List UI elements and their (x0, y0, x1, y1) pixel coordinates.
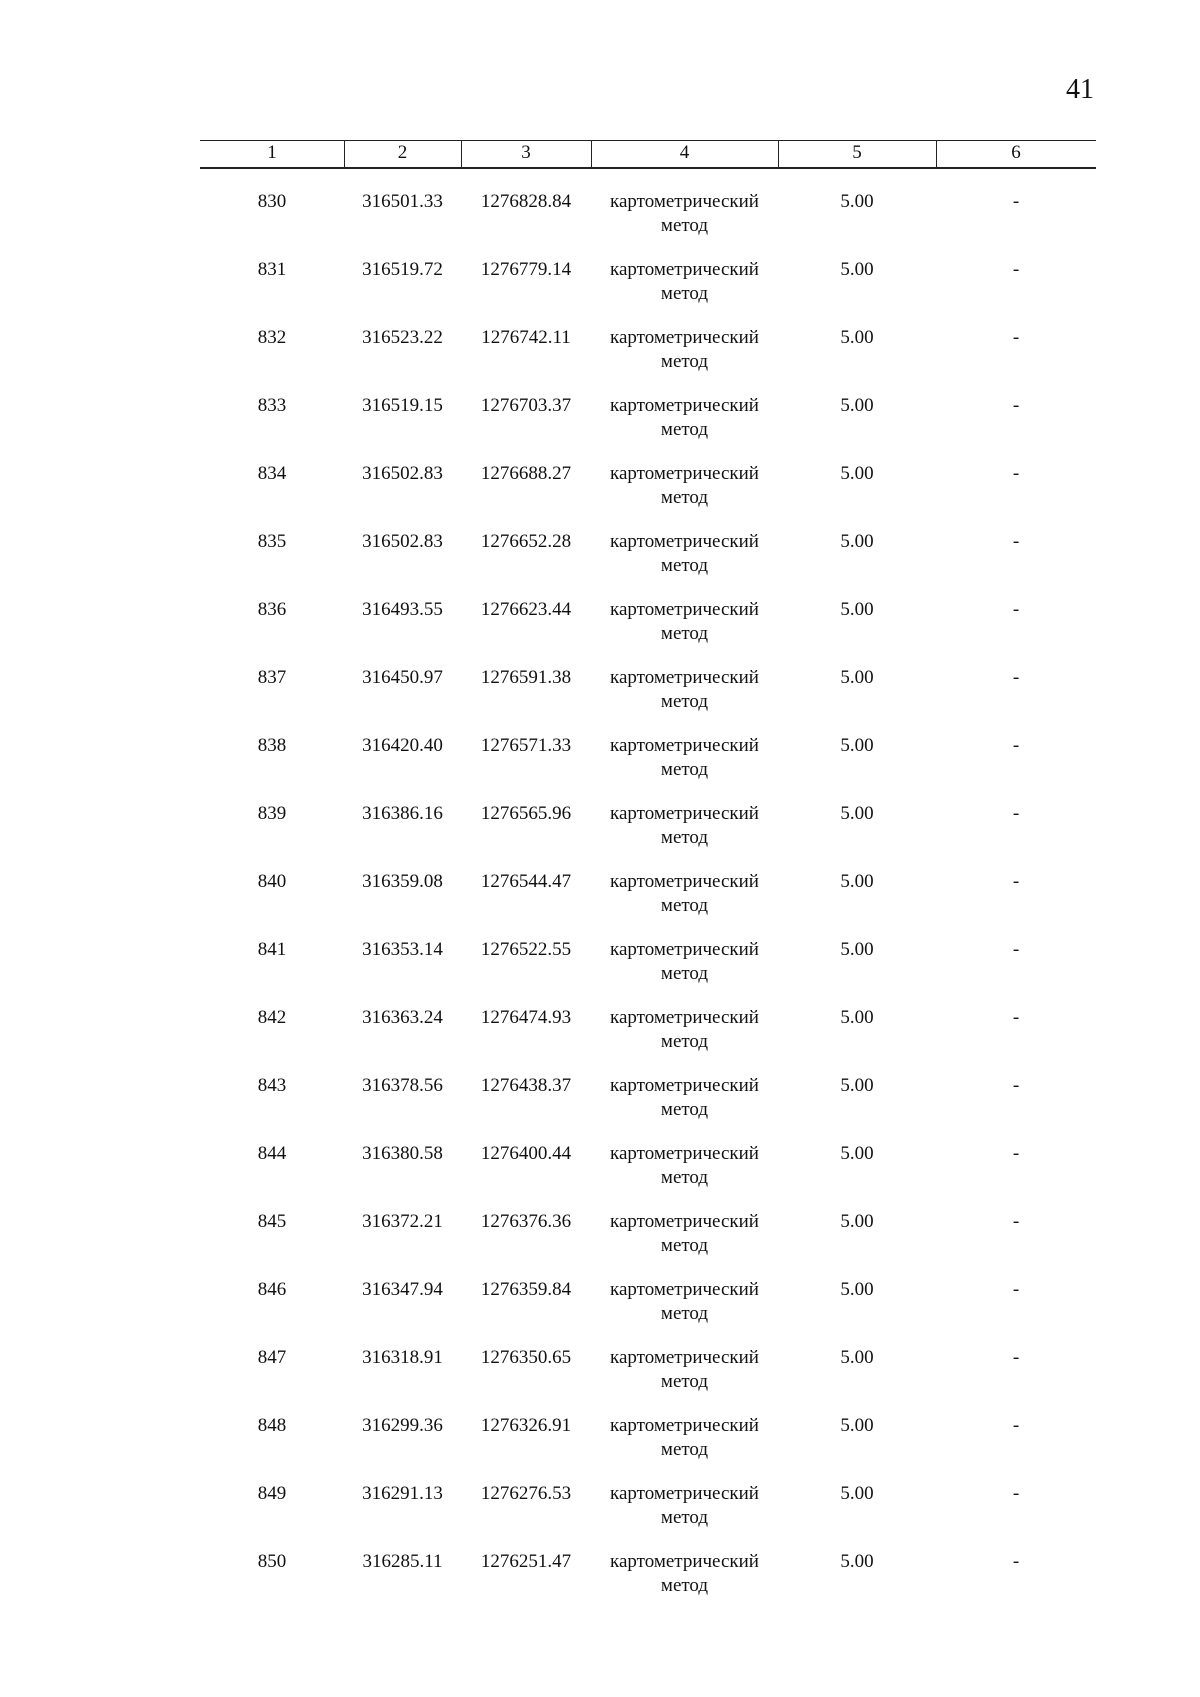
header-col-3: 3 (521, 142, 531, 163)
method-line-2: метод (660, 1575, 709, 1596)
header-divider (461, 141, 462, 167)
method-line-2: метод (660, 759, 709, 780)
note-cell: - (1012, 395, 1020, 416)
x-coordinate-cell: 316353.14 (362, 939, 443, 960)
header-divider (936, 141, 937, 167)
method-line-1: картометрический (610, 1551, 759, 1572)
note-cell: - (1012, 1007, 1020, 1028)
method-cell (591, 1074, 778, 1122)
accuracy-cell: 5.00 (840, 327, 874, 348)
x-coordinate-cell: 316450.97 (362, 667, 443, 688)
method-line-2: метод (660, 351, 709, 372)
accuracy-cell: 5.00 (840, 395, 874, 416)
method-line-2: метод (660, 1303, 709, 1324)
method-line-1: картометрический (610, 667, 759, 688)
y-coordinate-cell: 1276251.47 (480, 1551, 572, 1572)
point-number-cell: 830 (257, 191, 287, 212)
point-number-cell: 846 (257, 1279, 287, 1300)
accuracy-cell: 5.00 (840, 735, 874, 756)
point-number-cell: 849 (257, 1483, 287, 1504)
x-coordinate-cell: 316501.33 (362, 191, 443, 212)
point-number-cell: 845 (257, 1211, 287, 1232)
method-line-1: картометрический (610, 395, 759, 416)
y-coordinate-cell: 1276571.33 (480, 735, 572, 756)
point-number-cell: 847 (257, 1347, 287, 1368)
method-line-2: метод (660, 827, 709, 848)
method-cell (591, 1346, 778, 1394)
accuracy-cell: 5.00 (840, 1211, 874, 1232)
header-col-5: 5 (852, 142, 862, 163)
header-divider (591, 141, 592, 167)
x-coordinate-cell: 316359.08 (362, 871, 443, 892)
method-cell (591, 1142, 778, 1190)
note-cell: - (1012, 191, 1020, 212)
accuracy-cell: 5.00 (840, 667, 874, 688)
header-col-2: 2 (397, 142, 408, 163)
method-cell (591, 1006, 778, 1054)
table-body (200, 190, 1096, 1618)
method-line-2: метод (660, 1371, 709, 1392)
method-line-1: картометрический (610, 463, 759, 484)
y-coordinate-cell: 1276350.65 (480, 1347, 572, 1368)
x-coordinate-cell: 316493.55 (362, 599, 443, 620)
point-number-cell: 839 (257, 803, 287, 824)
method-line-2: метод (660, 1235, 709, 1256)
method-line-1: картометрический (610, 191, 759, 212)
header-col-4: 4 (679, 142, 690, 163)
accuracy-cell: 5.00 (840, 599, 874, 620)
y-coordinate-cell: 1276474.93 (480, 1007, 572, 1028)
point-number-cell: 842 (257, 1007, 287, 1028)
accuracy-cell: 5.00 (840, 1415, 874, 1436)
method-cell (591, 530, 778, 578)
method-cell (591, 598, 778, 646)
point-number-cell: 831 (257, 259, 287, 280)
table-row (200, 1482, 1096, 1550)
table-row (200, 258, 1096, 326)
x-coordinate-cell: 316285.11 (362, 1551, 443, 1572)
x-coordinate-cell: 316378.56 (362, 1075, 443, 1096)
table-row (200, 190, 1096, 258)
method-cell (591, 1278, 778, 1326)
note-cell: - (1012, 1143, 1020, 1164)
y-coordinate-cell: 1276522.55 (480, 939, 572, 960)
method-line-1: картометрический (610, 259, 759, 280)
table-row (200, 1074, 1096, 1142)
x-coordinate-cell: 316523.22 (362, 327, 443, 348)
method-line-1: картометрический (610, 871, 759, 892)
accuracy-cell: 5.00 (840, 1347, 874, 1368)
note-cell: - (1012, 1347, 1020, 1368)
x-coordinate-cell: 316386.16 (362, 803, 443, 824)
accuracy-cell: 5.00 (840, 259, 874, 280)
note-cell: - (1012, 327, 1020, 348)
method-line-2: метод (660, 691, 709, 712)
note-cell: - (1012, 1075, 1020, 1096)
table-row (200, 1210, 1096, 1278)
y-coordinate-cell: 1276544.47 (480, 871, 572, 892)
table-row (200, 802, 1096, 870)
method-line-2: метод (660, 487, 709, 508)
method-line-1: картометрический (610, 1075, 759, 1096)
table-row (200, 870, 1096, 938)
method-line-2: метод (660, 419, 709, 440)
method-cell (591, 394, 778, 442)
method-line-1: картометрический (610, 599, 759, 620)
method-line-1: картометрический (610, 1347, 759, 1368)
note-cell: - (1012, 1211, 1020, 1232)
method-line-1: картометрический (610, 1143, 759, 1164)
x-coordinate-cell: 316380.58 (362, 1143, 443, 1164)
method-line-2: метод (660, 623, 709, 644)
method-cell (591, 1210, 778, 1258)
x-coordinate-cell: 316299.36 (362, 1415, 443, 1436)
method-line-1: картометрический (610, 1211, 759, 1232)
x-coordinate-cell: 316318.91 (362, 1347, 443, 1368)
y-coordinate-cell: 1276652.28 (480, 531, 572, 552)
method-cell (591, 462, 778, 510)
y-coordinate-cell: 1276276.53 (480, 1483, 572, 1504)
note-cell: - (1012, 667, 1020, 688)
table-row (200, 462, 1096, 530)
method-line-2: метод (660, 895, 709, 916)
method-cell (591, 1414, 778, 1462)
note-cell: - (1012, 1483, 1020, 1504)
table-row (200, 734, 1096, 802)
accuracy-cell: 5.00 (840, 463, 874, 484)
y-coordinate-cell: 1276623.44 (480, 599, 572, 620)
x-coordinate-cell: 316372.21 (362, 1211, 443, 1232)
accuracy-cell: 5.00 (840, 939, 874, 960)
method-cell (591, 1482, 778, 1530)
table-row (200, 938, 1096, 1006)
y-coordinate-cell: 1276438.37 (480, 1075, 572, 1096)
y-coordinate-cell: 1276326.91 (480, 1415, 572, 1436)
accuracy-cell: 5.00 (840, 1007, 874, 1028)
y-coordinate-cell: 1276742.11 (481, 327, 571, 348)
y-coordinate-cell: 1276376.36 (480, 1211, 572, 1232)
note-cell: - (1012, 1279, 1020, 1300)
method-cell (591, 802, 778, 850)
table-row (200, 1278, 1096, 1346)
table-row (200, 598, 1096, 666)
point-number-cell: 837 (257, 667, 287, 688)
header-col-1: 1 (267, 142, 277, 163)
method-line-1: картометрический (610, 939, 759, 960)
method-cell (591, 258, 778, 306)
header-col-6: 6 (1011, 142, 1021, 163)
note-cell: - (1012, 259, 1020, 280)
point-number-cell: 838 (257, 735, 287, 756)
note-cell: - (1012, 939, 1020, 960)
table-row (200, 394, 1096, 462)
x-coordinate-cell: 316363.24 (362, 1007, 443, 1028)
y-coordinate-cell: 1276779.14 (480, 259, 572, 280)
method-line-2: метод (660, 1507, 709, 1528)
table-row (200, 1414, 1096, 1482)
method-line-2: метод (660, 555, 709, 576)
method-line-1: картометрический (610, 735, 759, 756)
method-cell (591, 1550, 778, 1598)
method-cell (591, 190, 778, 238)
accuracy-cell: 5.00 (840, 1483, 874, 1504)
note-cell: - (1012, 599, 1020, 620)
method-line-2: метод (660, 283, 709, 304)
table-row (200, 1346, 1096, 1414)
y-coordinate-cell: 1276688.27 (480, 463, 572, 484)
header-divider (344, 141, 345, 167)
table-row (200, 666, 1096, 734)
accuracy-cell: 5.00 (840, 1551, 874, 1572)
accuracy-cell: 5.00 (840, 803, 874, 824)
point-number-cell: 834 (257, 463, 287, 484)
accuracy-cell: 5.00 (840, 1279, 874, 1300)
point-number-cell: 841 (257, 939, 287, 960)
x-coordinate-cell: 316502.83 (362, 531, 443, 552)
method-line-1: картометрический (610, 1279, 759, 1300)
method-line-1: картометрический (610, 1483, 759, 1504)
method-line-1: картометрический (610, 531, 759, 552)
accuracy-cell: 5.00 (840, 1143, 874, 1164)
method-line-2: метод (660, 1031, 709, 1052)
method-cell (591, 326, 778, 374)
note-cell: - (1012, 531, 1020, 552)
method-line-1: картометрический (610, 327, 759, 348)
table-row (200, 326, 1096, 394)
point-number-cell: 850 (257, 1551, 287, 1572)
y-coordinate-cell: 1276703.37 (480, 395, 572, 416)
x-coordinate-cell: 316420.40 (362, 735, 443, 756)
header-divider (778, 141, 779, 167)
y-coordinate-cell: 1276828.84 (480, 191, 572, 212)
x-coordinate-cell: 316519.15 (362, 395, 443, 416)
x-coordinate-cell: 316291.13 (362, 1483, 443, 1504)
point-number-cell: 843 (257, 1075, 287, 1096)
point-number-cell: 832 (257, 327, 287, 348)
method-line-2: метод (660, 1099, 709, 1120)
point-number-cell: 835 (257, 531, 287, 552)
method-line-2: метод (660, 963, 709, 984)
note-cell: - (1012, 735, 1020, 756)
x-coordinate-cell: 316502.83 (362, 463, 443, 484)
method-cell (591, 734, 778, 782)
method-line-1: картометрический (610, 1007, 759, 1028)
note-cell: - (1012, 871, 1020, 892)
x-coordinate-cell: 316519.72 (362, 259, 443, 280)
note-cell: - (1012, 463, 1020, 484)
accuracy-cell: 5.00 (840, 191, 874, 212)
y-coordinate-cell: 1276565.96 (480, 803, 572, 824)
table-header (200, 140, 1096, 169)
table-row (200, 1006, 1096, 1074)
method-line-1: картометрический (610, 803, 759, 824)
point-number-cell: 840 (257, 871, 287, 892)
table-row (200, 1550, 1096, 1618)
point-number-cell: 844 (257, 1143, 287, 1164)
table-row (200, 1142, 1096, 1210)
x-coordinate-cell: 316347.94 (362, 1279, 443, 1300)
method-line-1: картометрический (610, 1415, 759, 1436)
accuracy-cell: 5.00 (840, 1075, 874, 1096)
point-number-cell: 836 (257, 599, 287, 620)
method-cell (591, 938, 778, 986)
accuracy-cell: 5.00 (840, 871, 874, 892)
y-coordinate-cell: 1276359.84 (480, 1279, 572, 1300)
y-coordinate-cell: 1276400.44 (480, 1143, 572, 1164)
method-cell (591, 870, 778, 918)
method-line-2: метод (660, 1439, 709, 1460)
point-number-cell: 848 (257, 1415, 287, 1436)
method-line-2: метод (660, 1167, 709, 1188)
page-number: 41 (1066, 74, 1094, 105)
y-coordinate-cell: 1276591.38 (480, 667, 572, 688)
point-number-cell: 833 (257, 395, 287, 416)
table-row (200, 530, 1096, 598)
note-cell: - (1012, 803, 1020, 824)
accuracy-cell: 5.00 (840, 531, 874, 552)
method-cell (591, 666, 778, 714)
note-cell: - (1012, 1551, 1020, 1572)
method-line-2: метод (660, 215, 709, 236)
note-cell: - (1012, 1415, 1020, 1436)
